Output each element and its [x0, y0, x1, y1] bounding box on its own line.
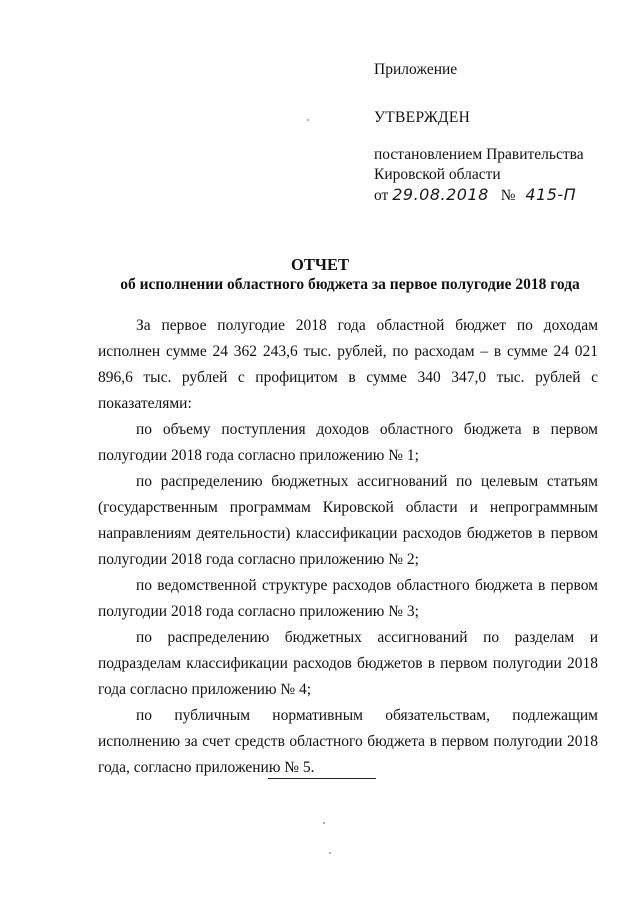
paragraph-annex-1: по объему поступления доходов областного бюджета в первом полугодии 2018 года согласно приложению № 1;	[98, 421, 598, 464]
paragraph-annex-5: по публичным нормативным обязательствам, подлежащим исполнению за счет средств областного бюджета в первом полугодии 2018 года, согласно приложению № 5.	[98, 707, 598, 776]
paragraph-annex-3: по ведомственной структуре расходов областного бюджета в первом полугодии 2018 года согласно приложению № 3;	[98, 577, 598, 620]
scan-speck	[329, 852, 331, 854]
handwritten-date: 29.08.2018	[392, 185, 489, 204]
report-body	[98, 313, 598, 781]
approval-block	[374, 60, 624, 206]
document-title: ОТЧЕТ	[291, 255, 349, 274]
decree-line-2: Кировской области	[374, 166, 501, 183]
annex-label: Приложение	[374, 61, 458, 78]
end-separator-line	[268, 778, 376, 779]
scan-speck	[307, 119, 309, 121]
scan-speck	[323, 822, 325, 824]
handwritten-number: 415-П	[525, 185, 577, 204]
paragraph-annex-2: по распределению бюджетных ассигнований по целевым статьям (государственным программам Кировской области и непрограммным направлениям деятельности) классификации расходов бюджетов в первом полугодии 2018 года согласно приложению № 2;	[98, 473, 598, 568]
paragraph-summary: За первое полугодие 2018 года областной бюджет по доходам исполнен сумме 24 362 243,6 тыс. рублей, по расходам – в сумме 24 021 896,6 тыс. рублей с профицитом в сумме 340 347,0 тыс. рублей с показателями:	[98, 317, 598, 412]
number-sign: №	[500, 187, 516, 204]
date-prefix: от	[374, 187, 389, 204]
decree-date-row	[374, 185, 624, 206]
decree-line-1: постановлением Правительства	[374, 146, 584, 163]
approved-label: УТВЕРЖДЕН	[374, 109, 471, 126]
paragraph-annex-4: по распределению бюджетных ассигнований по разделам и подразделам классификации расходов бюджетов в первом полугодии 2018 года согласно приложению № 4;	[98, 629, 598, 698]
document-subtitle: об исполнении областного бюджета за первое полугодие 2018 года	[120, 276, 580, 293]
